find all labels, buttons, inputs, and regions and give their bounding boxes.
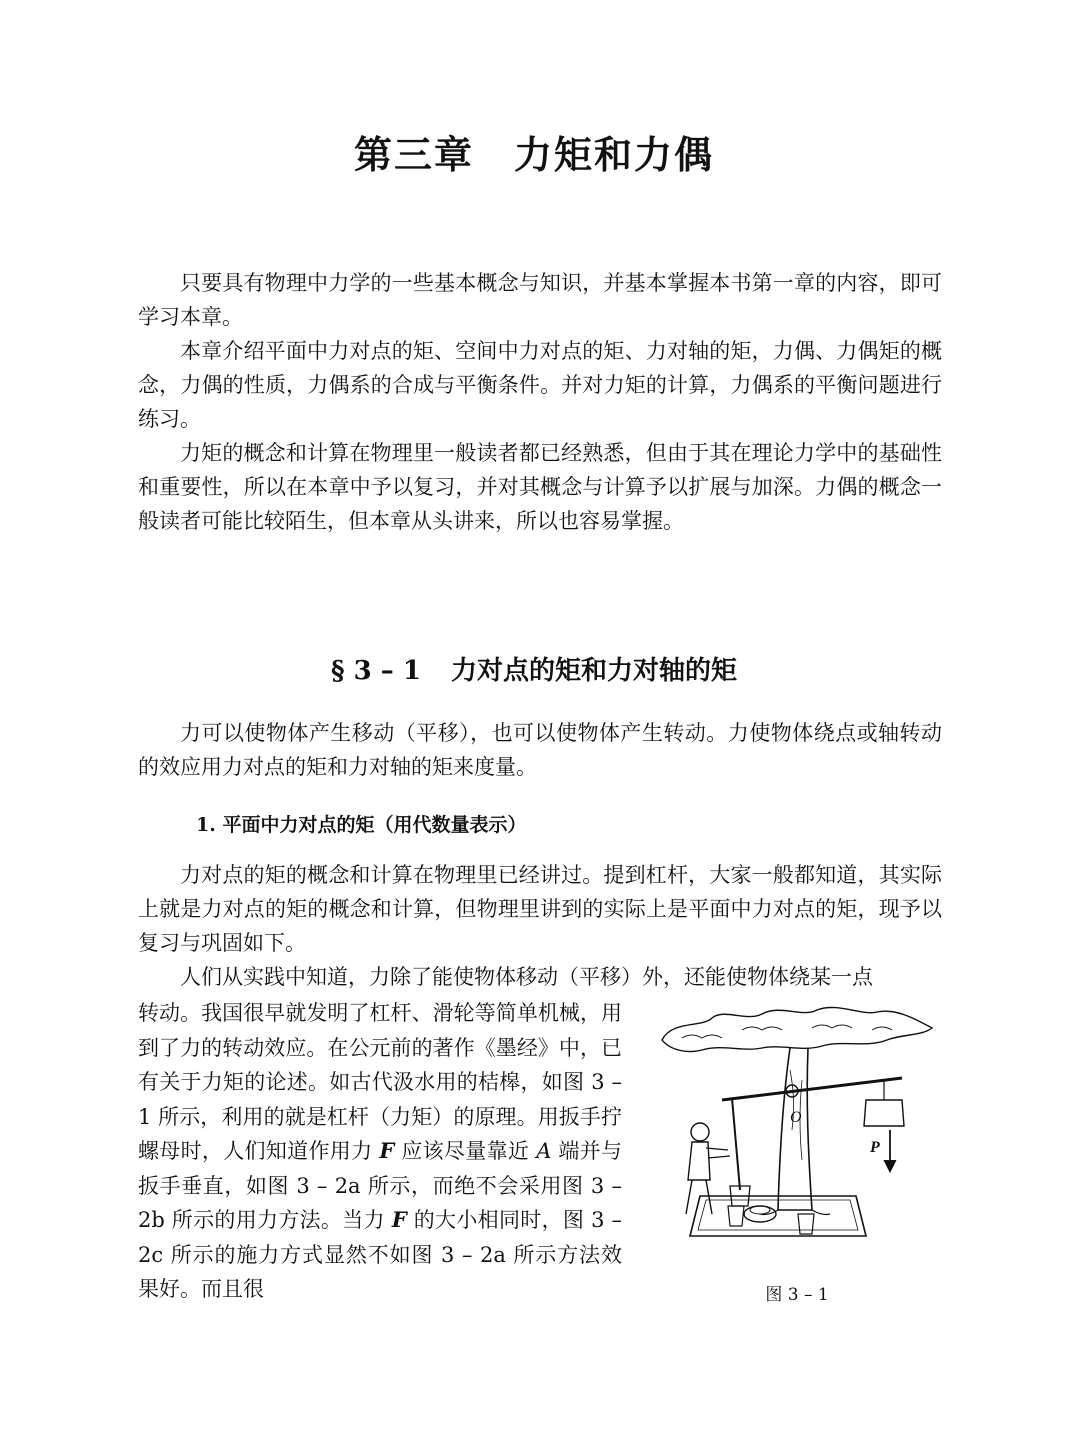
figure-caption: 图 3 – 1 (765, 1285, 829, 1305)
intro-paragraph-3: 力矩的概念和计算在物理里一般读者都已经熟悉，但由于其在理论力学中的基础性和重要性，所以在本章中予以复习，并对其概念与计算予以扩展与加深。力偶的概念一般读者可能比较陌生，但本章从头讲来，所以也容易掌握。 (138, 441, 942, 533)
symbol-A: A (536, 1139, 552, 1163)
section-paragraph-3: 人们从实践中知道，力除了能使物体移动（平移）外，还能使物体绕某一点 (180, 965, 873, 989)
section-name: 力对点的矩和力对轴的矩 (450, 656, 737, 686)
section-number: § 3 – 1 (331, 656, 421, 686)
well-sweep-illustration (652, 1000, 942, 1250)
label-P: P (870, 1139, 880, 1156)
wrap-text-d: 的大小相同时，图 3 – 2c 所示的施力方式显然不如图 3 – 2a 所示方法效果好。而且很 (138, 1208, 622, 1301)
subsection-heading: 1. 平面中力对点的矩（用代数量表示） (196, 814, 527, 836)
section-paragraph-2: 力对点的矩的概念和计算在物理里已经讲过。提到杠杆，大家一般都知道，其实际上就是力对点的矩的概念和计算，但物理里讲到的实际上是平面中力对点的矩，现予以复习与巩固如下。 (138, 863, 942, 955)
chapter-title (0, 124, 1068, 179)
chapter-name: 力矩和力偶 (514, 132, 715, 177)
wrap-text-a: 转动。我国很早就发明了杠杆、滑轮等简单机械，用到了力的转动效应。在公元前的著作《墨经》中，已有关于力矩的论述。如古代汲水用的桔槔，如图 3 – 1 所示，利用的就是杠杆（力矩）的原理。用扳手拧螺母时，人们知道作用力 (138, 1001, 622, 1163)
wrapped-text-column (138, 996, 622, 1307)
symbol-F: F (379, 1138, 395, 1163)
intro-paragraph-1: 只要具有物理中力学的一些基本概念与知识，并基本掌握本书第一章的内容，即可学习本章。 (138, 271, 942, 329)
chapter-number: 第三章 (353, 132, 474, 177)
wrap-text-b: 应该尽量靠近 (394, 1139, 537, 1163)
symbol-F-2: F (391, 1207, 407, 1232)
section-title (0, 650, 1068, 687)
label-O: O (790, 1109, 802, 1126)
section-paragraph-1: 力可以使物体产生移动（平移），也可以使物体产生转动。力使物体绕点或轴转动的效应用力对点的矩和力对轴的矩来度量。 (138, 721, 942, 779)
wrap-text-c: 端并与扳手垂直，如图 3 – 2a 所示，而绝不会采用图 3 – 2b 所示的用力方法。当力 (138, 1139, 622, 1232)
intro-paragraph-2: 本章介绍平面中力对点的矩、空间中力对点的矩、力对轴的矩，力偶、力偶矩的概念，力偶的性质，力偶系的合成与平衡条件。并对力矩的计算，力偶系的平衡问题进行练习。 (138, 339, 942, 431)
